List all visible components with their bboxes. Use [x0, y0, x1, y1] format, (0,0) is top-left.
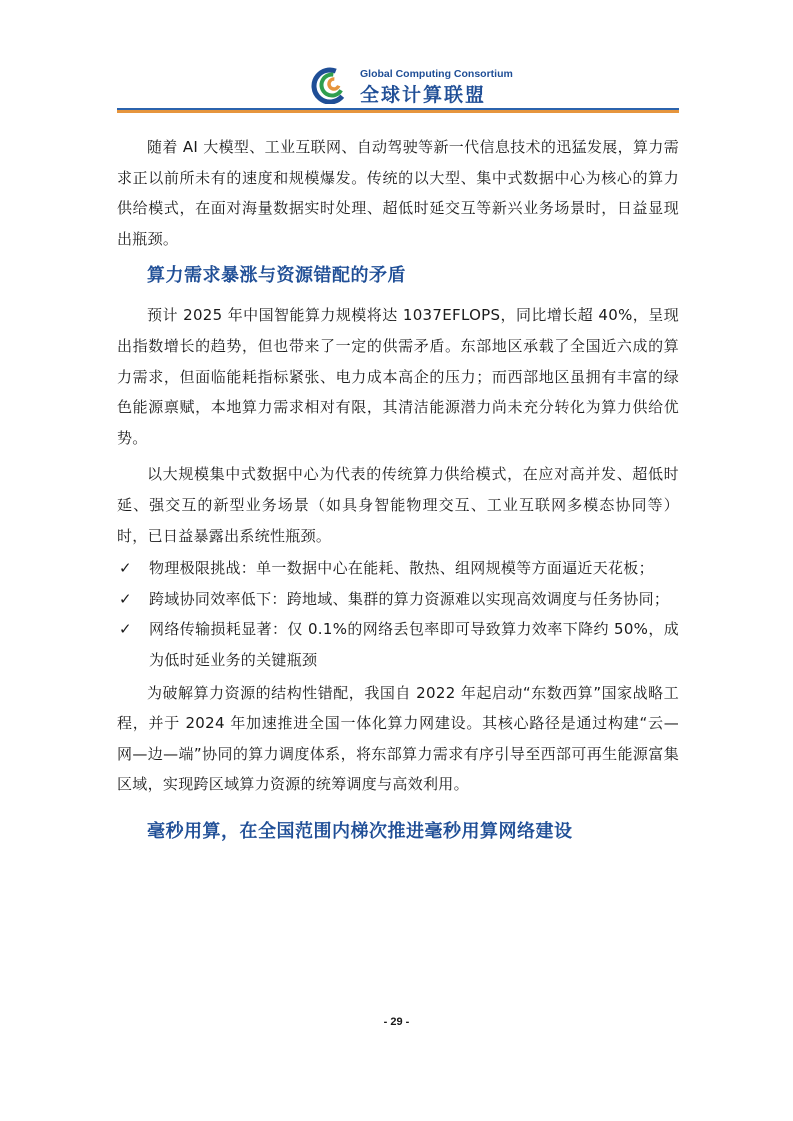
- page-header: [0, 0, 793, 115]
- document-body: [117, 132, 679, 846]
- list-item-text: 跨域协同效率低下：跨地域、集群的算力资源难以实现高效调度与任务协同；: [149, 589, 670, 608]
- intro-paragraph: 随着 AI 大模型、工业互联网、自动驾驶等新一代信息技术的迅猛发展，算力需求正以前所未有的速度和规模爆发。传统的以大型、集中式数据中心为核心的算力供给模式，在面对海量数据实时处理、超低时延交互等新兴业务场景时，日益显现出瓶颈。: [117, 138, 679, 248]
- list-item: [117, 584, 679, 615]
- header-divider-orange: [117, 110, 679, 113]
- list-item-text: 网络传输损耗显著：仅 0.1%的网络丢包率即可导致算力效率下降约 50%，成为低时延业务的关键瓶颈: [149, 620, 679, 669]
- paragraph-forecast: 预计 2025 年中国智能算力规模将达 1037EFLOPS，同比增长超 40%，呈现出指数增长的趋势，但也带来了一定的供需矛盾。东部地区承载了全国近六成的算力需求，但面临能耗指标紧张、电力成本高企的压力；而西部地区虽拥有丰富的绿色能源禀赋，本地算力需求相对有限，其清洁能源潜力尚未充分转化为算力供给优势。: [117, 306, 679, 447]
- bottleneck-list: [117, 553, 679, 675]
- page-number: - 29 -: [383, 1016, 410, 1028]
- list-item-text: 物理极限挑战：单一数据中心在能耗、散热、组网规模等方面逼近天花板；: [149, 559, 654, 578]
- brand-name-chinese: 全球计算联盟: [360, 84, 487, 106]
- consortium-logo-icon: [306, 66, 356, 104]
- paragraph-traditional-model: 以大规模集中式数据中心为代表的传统算力供给模式，在应对高并发、超低时延、强交互的新型业务场景（如具身智能物理交互、工业互联网多模态协同等）时，已日益暴露出系统性瓶颈。: [117, 465, 679, 545]
- paragraph-east-data-west-compute: 为破解算力资源的结构性错配，我国自 2022 年起启动“东数西算”国家战略工程，并于 2024 年加速推进全国一体化算力网建设。其核心路径是通过构建“云—网—边—端”协同的算力调度体系，将东部算力需求有序引导至西部可再生能源富集区域，实现跨区域算力资源的统筹调度与高效利用。: [117, 683, 679, 794]
- section-heading-supply-demand: 算力需求暴涨与资源错配的矛盾: [147, 265, 406, 287]
- list-item: [117, 553, 679, 584]
- checkmark-icon: ✓: [119, 620, 132, 639]
- section-heading-millisecond-compute: 毫秒用算，在全国范围内梯次推进毫秒用算网络建设: [147, 820, 573, 842]
- list-item: [117, 614, 679, 675]
- checkmark-icon: ✓: [119, 589, 132, 608]
- brand-name-english: Global Computing Consortium: [360, 68, 513, 80]
- checkmark-icon: ✓: [119, 559, 132, 578]
